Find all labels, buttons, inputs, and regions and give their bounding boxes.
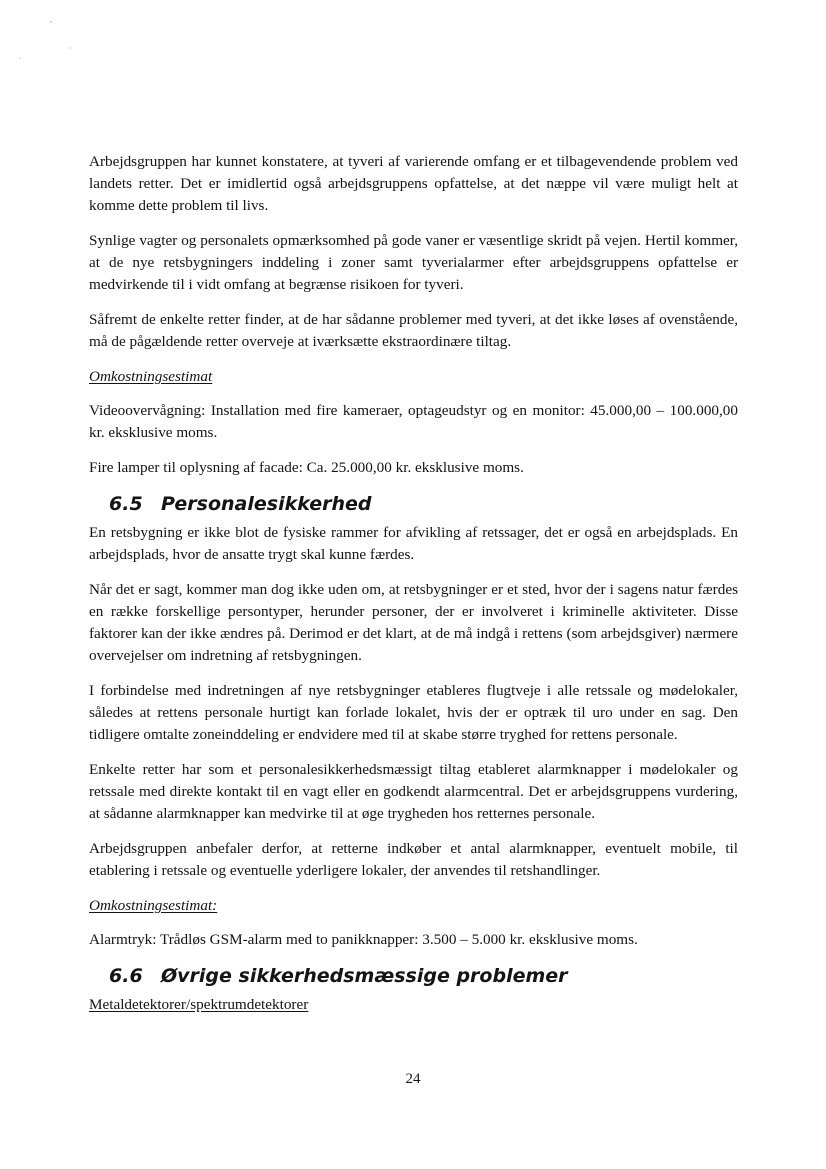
section-number: 6.5 xyxy=(109,493,143,515)
cost-item-video: Videoovervågning: Installation med fire kameraer, optageudstyr og en monitor: 45.000,00 – 100.000,00 kr. eksklusive moms. xyxy=(89,402,738,441)
section-heading-6-5 xyxy=(89,492,738,516)
section-number: 6.6 xyxy=(109,965,143,987)
section-heading-6-6 xyxy=(89,964,738,988)
paragraph-person-types: Når det er sagt, kommer man dog ikke uden om, at retsbygninger er et sted, hvor der i sagens natur færdes en række forskellige persontyper, herunder personer, der er involveret i kriminelle aktiviteter. Disse faktorer kan der ikke ændres på. Derimod er det klart, at de må indgå i rettens (som arbejdsgiver) nærmere overvejelser om indretning af retsbygningen. xyxy=(89,581,738,664)
cost-estimate-heading-2: Omkostningsestimat: xyxy=(89,897,218,914)
page-number: 24 xyxy=(405,1071,421,1087)
paragraph-workplace: En retsbygning er ikke blot de fysiske rammer for afvikling af retssager, det er også en arbejdsplads. En arbejdsplads, hvor de ansatte trygt skal kunne færdes. xyxy=(89,524,738,563)
document-page xyxy=(89,151,738,1016)
section-title: Øvrige sikkerhedsmæssige problemer xyxy=(161,965,568,987)
subheading-metal-detectors: Metaldetektorer/spektrumdetektorer xyxy=(89,996,309,1013)
paragraph-guards-zones: Synlige vagter og personalets opmærksomhed på gode vaner er væsentlige skridt på vejen. Hertil kommer, at de nye retsbygningers inddeling i zoner samt tyverialarmer efter arbejdsgruppens opfattelse er medvirkende til i vidt omfang at begrænse risikoen for tyveri. xyxy=(89,232,738,293)
paragraph-theft-problem: Arbejdsgruppen har kunnet konstatere, at tyveri af varierende omfang er et tilbagevendende problem ved landets retter. Det er imidlertid også arbejdsgruppens opfattelse, at det næppe vil være muligt helt at komme dette problem til livs. xyxy=(89,153,738,214)
cost-item-lamps: Fire lamper til oplysning af facade: Ca. 25.000,00 kr. eksklusive moms. xyxy=(89,459,524,476)
cost-item-alarm: Alarmtryk: Trådløs GSM-alarm med to panikknapper: 3.500 – 5.000 kr. eksklusive moms. xyxy=(89,931,638,948)
paragraph-recommendation: Arbejdsgruppen anbefaler derfor, at retterne indkøber et antal alarmknapper, eventuelt mobile, til etablering i retssale og eventuelle yderligere lokaler, der anvendes til retshandlinger. xyxy=(89,840,738,879)
scan-specks xyxy=(0,0,826,100)
section-title: Personalesikkerhed xyxy=(161,493,372,515)
paragraph-extra-measures: Såfremt de enkelte retter finder, at de har sådanne problemer med tyveri, at det ikke løses af ovenstående, må de pågældende retter overveje at iværksætte ekstraordinære tiltag. xyxy=(89,311,738,350)
paragraph-alarm-buttons: Enkelte retter har som et personalesikkerhedsmæssigt tiltag etableret alarmknapper i mødelokaler og retssale med direkte kontakt til en vagt eller en godkendt alarmcentral. Det er arbejdsgruppens vurdering, at sådanne alarmknapper kan medvirke til at øge trygheden hos retternes personale. xyxy=(89,761,738,822)
paragraph-escape-routes: I forbindelse med indretningen af nye retsbygninger etableres flugtveje i alle retssale og mødelokaler, således at rettens personale hurtigt kan forlade lokalet, hvis der er optræk til uro under en sag. Den tidligere omtalte zoneinddeling er endvidere med til at skabe større tryghed for rettens personale. xyxy=(89,682,738,743)
cost-estimate-heading-1: Omkostningsestimat xyxy=(89,368,213,385)
